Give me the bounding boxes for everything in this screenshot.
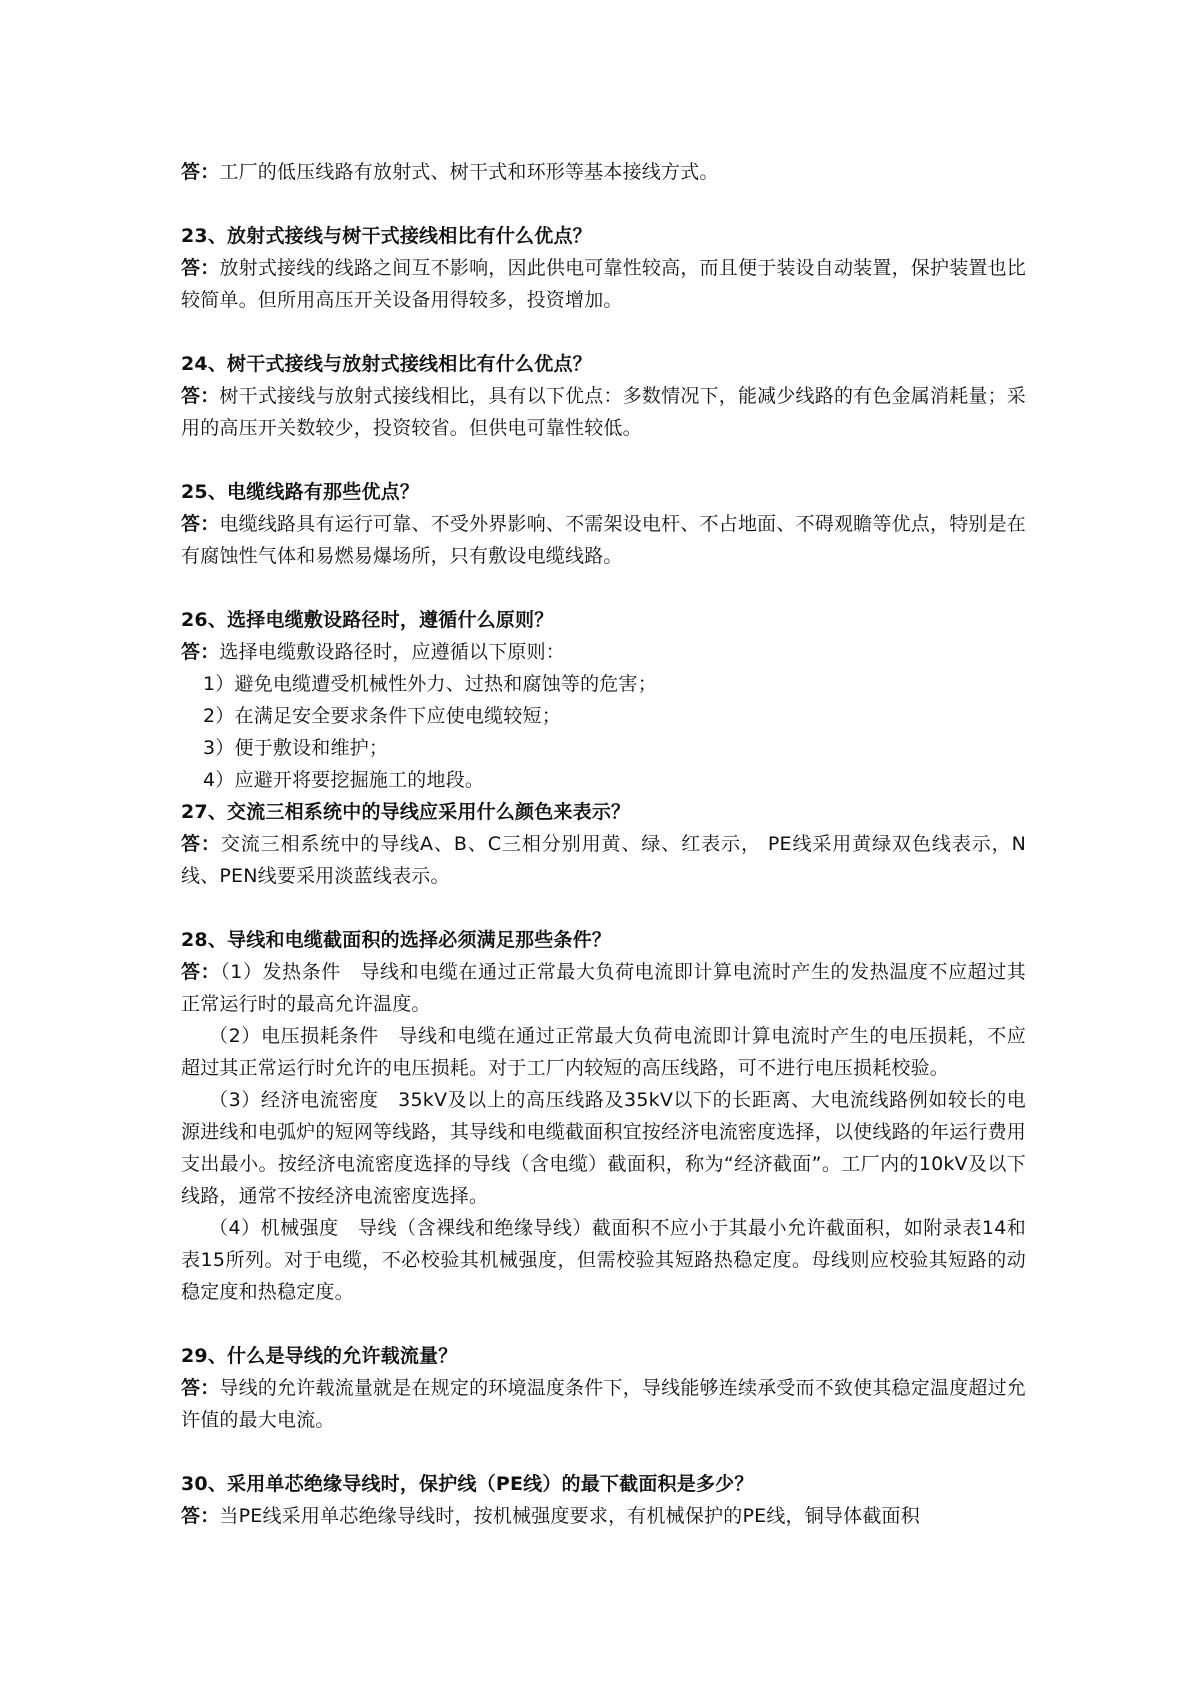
- question-25: 25、电缆线路有那些优点？: [181, 481, 420, 503]
- answer-23: 答：放射式接线的线路之间互不影响，因此供电可靠性较高，而且便于装设自动装置，保护装置也比较简单。但所用高压开关设备用得较多，投资增加。: [181, 257, 1027, 311]
- answer-label: 答：: [181, 257, 220, 279]
- answer-label: 答：: [181, 1377, 220, 1399]
- answer-28-part-4: （4）机械强度 导线（含裸线和绝缘导线）截面积不应小于其最小允许截面积，如附录表14和表15所列。对于电缆，不必校验其机械强度，但需校验其短路热稳定度。母线则应校验其短路的动稳定度和热稳定度。: [181, 1217, 1026, 1303]
- answer-28-part-2: （2）电压损耗条件 导线和电缆在通过正常最大负荷电流即计算电流时产生的电压损耗，不应超过其正常运行时允许的电压损耗。对于工厂内较短的高压线路，可不进行电压损耗校验。: [181, 1025, 1026, 1079]
- question-26: 26、选择电缆敷设路径时，遵循什么原则？: [181, 609, 554, 631]
- answer-label: 答：: [181, 961, 221, 983]
- question-24: 24、树干式接线与放射式接线相比有什么优点？: [181, 353, 592, 375]
- answer-label: 答：: [181, 513, 220, 535]
- list-item: 3）便于敷设和维护；: [203, 737, 389, 759]
- list-item: 1）避免电缆遭受机械性外力、过热和腐蚀等的危害；: [203, 673, 657, 695]
- question-23: 23、放射式接线与树干式接线相比有什么优点？: [181, 225, 592, 247]
- answer-29: 答：导线的允许载流量就是在规定的环境温度条件下，导线能够连续承受而不致使其稳定温度超过允许值的最大电流。: [181, 1377, 1027, 1431]
- question-29: 29、什么是导线的允许载流量？: [181, 1345, 458, 1367]
- question-27: 27、交流三相系统中的导线应采用什么颜色来表示？: [181, 801, 631, 823]
- answer-28-part-3: （3）经济电流密度 35kV及以上的高压线路及35kV以下的长距离、大电流线路例如较长的电源进线和电弧炉的短网等线路，其导线和电缆截面积宜按经济电流密度选择，以使线路的年运行费用支出最小。按经济电流密度选择的导线（含电缆）截面积，称为“经济截面”。工厂内的10kV及以下线路，通常不按经济电流密度选择。: [181, 1089, 1026, 1207]
- answer-24: 答：树干式接线与放射式接线相比，具有以下优点：多数情况下，能减少线路的有色金属消耗量；采用的高压开关数较少，投资较省。但供电可靠性较低。: [181, 385, 1027, 439]
- answer-28-part-1: 答：（1）发热条件 导线和电缆在通过正常最大负荷电流即计算电流时产生的发热温度不应超过其正常运行时的最高允许温度。: [181, 961, 1027, 1015]
- answer-label: 答：: [181, 1505, 220, 1527]
- answer-label: 答：: [181, 385, 220, 407]
- document-page: [181, 156, 1026, 1532]
- answer-label: 答：: [181, 833, 221, 855]
- question-30: 30、采用单芯绝缘导线时，保护线（PE线）的最下截面积是多少？: [181, 1473, 754, 1495]
- answer-30: 答：当PE线采用单芯绝缘导线时，按机械强度要求，有机械保护的PE线，铜导体截面积: [181, 1505, 920, 1527]
- answer-label: 答：: [181, 641, 220, 663]
- answer-25: 答：电缆线路具有运行可靠、不受外界影响、不需架设电杆、不占地面、不碍观瞻等优点，特别是在有腐蚀性气体和易燃易爆场所，只有敷设电缆线路。: [181, 513, 1027, 567]
- question-28: 28、导线和电缆截面积的选择必须满足那些条件？: [181, 929, 612, 951]
- intro-answer: 答：工厂的低压线路有放射式、树干式和环形等基本接线方式。: [181, 161, 719, 183]
- answer-26: 答：选择电缆敷设路径时，应遵循以下原则：: [181, 641, 566, 663]
- answer-27: 答：交流三相系统中的导线A、B、C三相分别用黄、绿、红表示， PE线采用黄绿双色线表示，N线、PEN线要采用淡蓝线表示。: [181, 833, 1026, 887]
- list-item: 4）应避开将要挖掘施工的地段。: [203, 769, 485, 791]
- list-item: 2）在满足安全要求条件下应使电缆较短；: [203, 705, 561, 727]
- answer-label: 答：: [181, 161, 220, 183]
